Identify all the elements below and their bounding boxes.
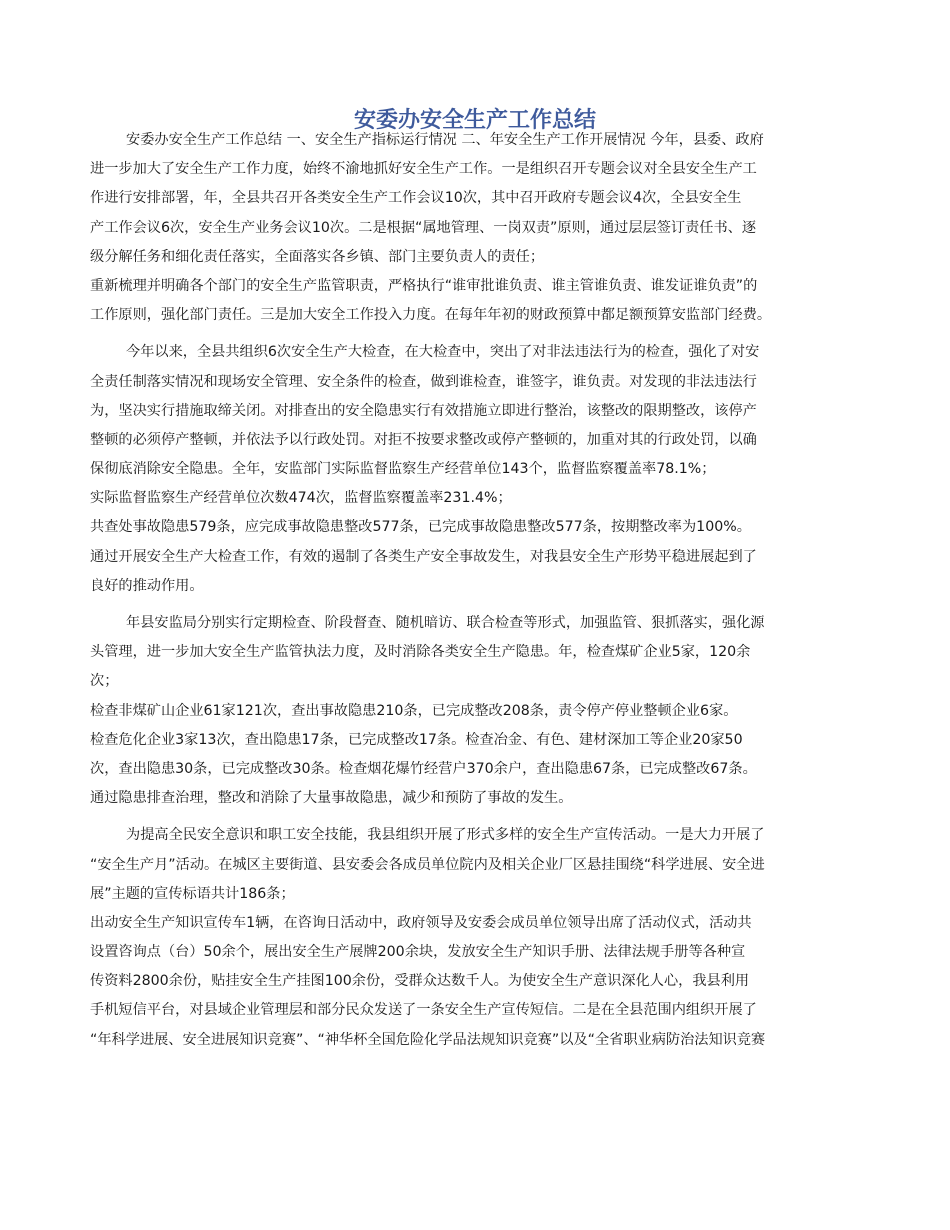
- paragraph-3-line-3: 次；: [90, 673, 119, 690]
- paragraph-2-line-2: 全责任制落实情况和现场安全管理、安全条件的检查，做到谁检查，谁签字，谁负责。对发现的非法违法行: [90, 373, 757, 390]
- paragraph-1-line-2: 进一步加大了安全生产工作力度，始终不渝地抓好安全生产工作。一是组织召开专题会议对全县安全生产工: [90, 161, 757, 178]
- document-title: 安委办安全生产工作总结: [353, 108, 596, 133]
- paragraph-2-line-4: 整顿的必须停产整顿，并依法予以行政处罚。对拒不按要求整改或停产整顿的，加重对其的行政处罚，以确: [90, 431, 757, 448]
- paragraph-1-line-5: 级分解任务和细化责任落实，全面落实各乡镇、部门主要负责人的责任；: [90, 248, 545, 265]
- paragraph-1-line-7: 工作原则，强化部门责任。三是加大安全工作投入力度。在每年年初的财政预算中都足额预算安监部门经费。: [90, 307, 772, 324]
- paragraph-2-line-8: 通过开展安全生产大检查工作，有效的遏制了各类生产安全事故发生，对我县安全生产形势平稳进展起到了: [90, 548, 757, 565]
- paragraph-4-line-6: 传资料2800余份，贴挂安全生产挂图100余份，受群众达数千人。为使安全生产意识深化人心，我县利用: [90, 973, 750, 990]
- paragraph-2-line-6: 实际监督监察生产经营单位次数474次，监督监察覆盖率231.4%；: [90, 490, 512, 507]
- document-body: [90, 130, 865, 1059]
- paragraph-2-line-1: 今年以来，全县共组织6次安全生产大检查，在大检查中，突出了对非法违法行为的检查，强化了对安: [126, 344, 760, 361]
- paragraph-gap: [90, 605, 865, 613]
- paragraph-3-line-5: 检查危化企业3家13次，查出隐患17条，已完成整改17条。检查冶金、有色、建材深加工等企业20家50: [90, 731, 743, 748]
- paragraph-4-line-8: “年科学进展、安全进展知识竞赛”、“神华杯全国危险化学品法规知识竞赛”以及“全省职业病防治法知识竞赛: [90, 1031, 766, 1048]
- paragraph-1-line-3: 作进行安排部署，年，全县共召开各类安全生产工作会议10次，其中召开政府专题会议4次，全县安全生: [90, 190, 742, 207]
- paragraph-4-line-3: 展”主题的宣传标语共计186条；: [90, 885, 295, 902]
- paragraph-2-line-9: 良好的推动作用。: [90, 577, 204, 594]
- paragraph-4-line-2: “安全生产月”活动。在城区主要街道、县安委会各成员单位院内及相关企业厂区悬挂围绕“科学进展、安全进: [90, 856, 765, 873]
- paragraph-1-line-1: 安委办安全生产工作总结 一、安全生产指标运行情况 二、年安全生产工作开展情况 今年，县委、政府: [126, 132, 764, 148]
- paragraph-gap: [90, 334, 865, 342]
- paragraph-3-line-7: 通过隐患排查治理，整改和消除了大量事故隐患，减少和预防了事故的发生。: [90, 790, 573, 807]
- paragraph-3-line-6: 次，查出隐患30条，已完成整改30条。检查烟花爆竹经营户370余户，查出隐患67条，已完成整改67条。: [90, 760, 757, 777]
- paragraph-4-line-4: 出动安全生产知识宣传车1辆，在咨询日活动中，政府领导及安委会成员单位领导出席了活动仪式，活动共: [90, 914, 752, 931]
- paragraph-gap: [90, 817, 865, 825]
- paragraph-2-line-7: 共查处事故隐患579条，应完成事故隐患整改577条，已完成事故隐患整改577条，按期整改率为100%。: [90, 519, 751, 536]
- paragraph-1-line-6: 重新梳理并明确各个部门的安全生产监管职责，严格执行“谁审批谁负责、谁主管谁负责、谁发证谁负责”的: [90, 277, 758, 294]
- paragraph-2-line-3: 为，坚决实行措施取缔关闭。对排查出的安全隐患实行有效措施立即进行整治，该整改的限期整改，该停产: [90, 402, 757, 419]
- paragraph-3-line-2: 头管理，进一步加大安全生产监管执法力度，及时消除各类安全生产隐患。年，检查煤矿企业5家，120余: [90, 644, 751, 661]
- paragraph-1-line-4: 产工作会议6次，安全生产业务会议10次。二是根据“属地管理、一岗双责”原则，通过层层签订责任书、逐: [90, 219, 757, 236]
- paragraph-4-line-7: 手机短信平台，对县域企业管理层和部分民众发送了一条安全生产宣传短信。二是在全县范围内组织开展了: [90, 1002, 757, 1019]
- paragraph-4-line-1: 为提高全民安全意识和职工安全技能，我县组织开展了形式多样的安全生产宣传活动。一是大力开展了: [126, 827, 765, 844]
- paragraph-3-line-1: 年县安监局分别实行定期检查、阶段督查、随机暗访、联合检查等形式，加强监管、狠抓落实，强化源: [126, 615, 765, 631]
- paragraph-4-line-5: 设置咨询点（台）50余个，展出安全生产展牌200余块，发放安全生产知识手册、法律法规手册等各种宣: [90, 944, 746, 961]
- paragraph-2-line-5: 保彻底消除安全隐患。全年，安监部门实际监督监察生产经营单位143个，监督监察覆盖率78.1%；: [90, 461, 716, 478]
- paragraph-3-line-4: 检查非煤矿山企业61家121次，查出事故隐患210条，已完成整改208条，责令停产停业整顿企业6家。: [90, 702, 738, 719]
